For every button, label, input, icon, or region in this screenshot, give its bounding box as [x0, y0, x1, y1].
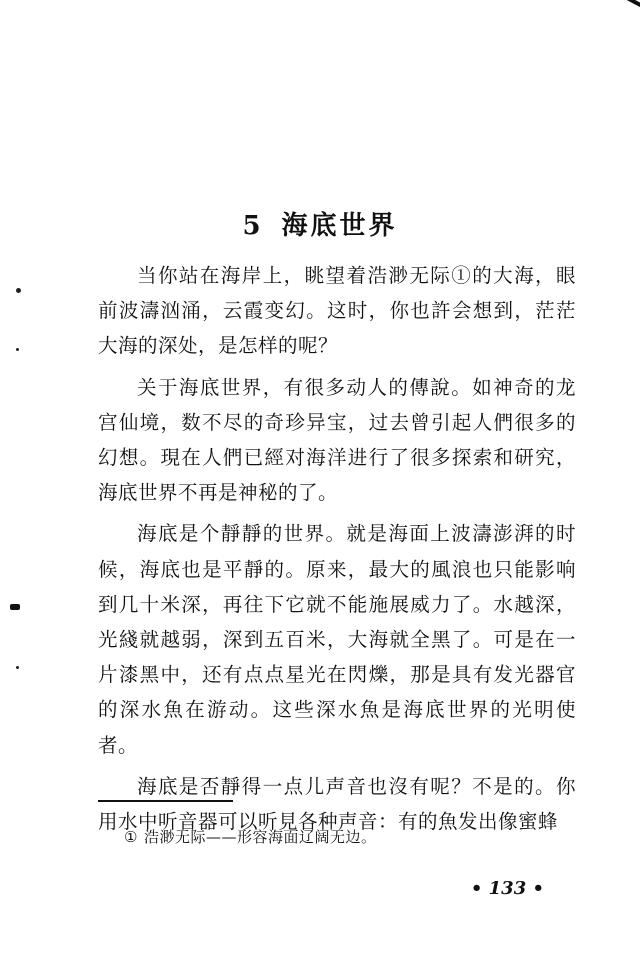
- body-text: [98, 258, 576, 845]
- paragraph: 海底是否靜得一点儿声音也沒有呢？不是的。你用水中听音器可以听見各种声音：有的魚发出像蜜蜂: [98, 774, 576, 834]
- margin-speck: [10, 604, 20, 610]
- chapter-number: 5: [242, 211, 264, 242]
- paragraph: 当你站在海岸上，眺望着浩渺无际①的大海，眼前波濤汹涌，云霞变幻。这时，你也許会想到，茫茫大海的深处，是怎样的呢？: [98, 264, 576, 358]
- scan-corner-mark: [583, 0, 640, 10]
- footnote-marker: ①: [124, 828, 138, 846]
- paragraph: 海底是个靜靜的世界。就是海面上波濤澎湃的时候，海底也是平靜的。原来，最大的風浪也只能影响到几十米深，再往下它就不能施展威力了。水越深，光綫就越弱，深到五百米，大海就全黑了。可是在一片漆黑中，还有点点星光在閃爍，那是具有发光器官的深水魚在游动。这些深水魚是海底世界的光明使者。: [98, 522, 576, 757]
- footnote-text: 浩渺无际——形容海面辽阔无边。: [143, 828, 377, 846]
- footnote: [124, 826, 376, 847]
- page-number: • 133 •: [470, 878, 544, 899]
- footnote-divider: [98, 800, 233, 802]
- chapter-title: [0, 205, 640, 242]
- margin-speck: [16, 288, 21, 293]
- paragraph: 关于海底世界，有很多动人的傳說。如神奇的龙宫仙境，数不尽的奇珍异宝，过去曾引起人們很多的幻想。現在人們已經对海洋进行了很多探索和研究，海底世界不再是神秘的了。: [98, 375, 576, 505]
- margin-speck: [16, 348, 19, 351]
- margin-speck: [16, 666, 19, 669]
- chapter-title-text: 海底世界: [281, 211, 398, 242]
